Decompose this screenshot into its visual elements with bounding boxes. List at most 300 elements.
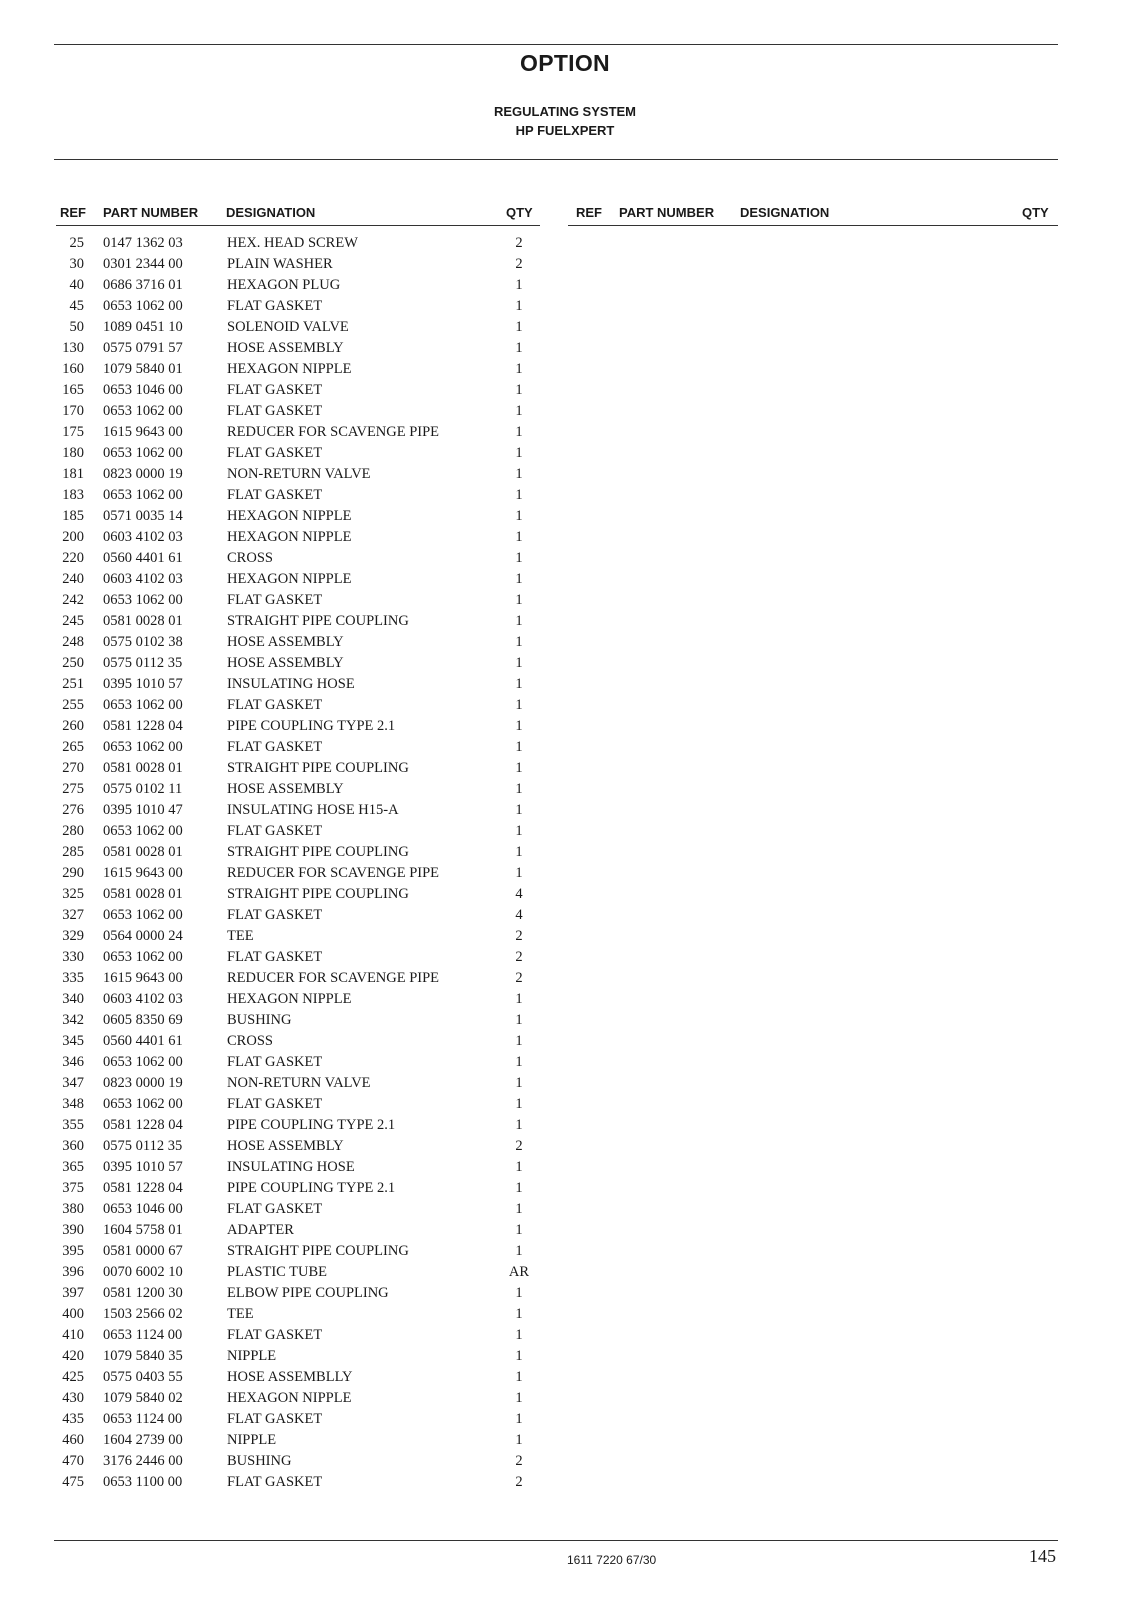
table-row <box>0 1369 560 1390</box>
part-number-cell: 0653 1062 00 <box>103 823 183 839</box>
ref-cell: 30 <box>69 256 84 272</box>
document-number: 1611 7220 67/30 <box>567 1553 657 1567</box>
table-row <box>0 235 560 256</box>
designation-cell: FLAT GASKET <box>227 1327 323 1343</box>
qty-cell: 1 <box>515 802 523 818</box>
designation-cell: REDUCER FOR SCAVENGE PIPE <box>227 424 440 440</box>
table-row <box>0 655 560 676</box>
designation-cell: HEXAGON NIPPLE <box>227 1390 352 1406</box>
part-number-cell: 1615 9643 00 <box>103 865 183 881</box>
part-number-cell: 0605 8350 69 <box>103 1012 183 1028</box>
part-number-cell: 0823 0000 19 <box>103 1075 183 1091</box>
table-row <box>0 718 560 739</box>
qty-cell: 1 <box>515 613 523 629</box>
part-number-cell: 0603 4102 03 <box>103 991 183 1007</box>
table-row <box>0 550 560 571</box>
part-number-cell: 0653 1062 00 <box>103 592 183 608</box>
designation-cell: ELBOW PIPE COUPLING <box>227 1285 389 1301</box>
designation-cell: STRAIGHT PIPE COUPLING <box>227 760 409 776</box>
part-number-cell: 0581 1228 04 <box>103 1180 183 1196</box>
qty-cell: 1 <box>515 403 523 419</box>
qty-cell: 1 <box>515 1432 523 1448</box>
table-row <box>0 1180 560 1201</box>
part-number-cell: 0560 4401 61 <box>103 550 183 566</box>
table-row <box>0 382 560 403</box>
designation-cell: INSULATING HOSE <box>227 676 355 692</box>
designation-cell: CROSS <box>227 550 273 566</box>
designation-cell: FLAT GASKET <box>227 445 323 461</box>
designation-cell: FLAT GASKET <box>227 592 323 608</box>
designation-cell: FLAT GASKET <box>227 382 323 398</box>
part-number-cell: 1079 5840 02 <box>103 1390 183 1406</box>
qty-cell: 1 <box>515 1201 523 1217</box>
part-number-cell: 0653 1062 00 <box>103 298 183 314</box>
ref-cell: 255 <box>62 697 84 713</box>
designation-cell: INSULATING HOSE H15-A <box>227 802 399 818</box>
part-number-cell: 0581 1200 30 <box>103 1285 183 1301</box>
part-number-cell: 0686 3716 01 <box>103 277 183 293</box>
table-row <box>0 760 560 781</box>
designation-cell: PIPE COUPLING TYPE 2.1 <box>227 718 396 734</box>
table-row <box>0 1159 560 1180</box>
part-number-cell: 0147 1362 03 <box>103 235 183 251</box>
qty-cell: 2 <box>515 1453 523 1469</box>
table-row <box>0 1285 560 1306</box>
ref-cell: 248 <box>62 634 84 650</box>
designation-cell: CROSS <box>227 1033 273 1049</box>
qty-cell: 4 <box>515 886 523 902</box>
table-row <box>0 949 560 970</box>
designation-cell: STRAIGHT PIPE COUPLING <box>227 1243 409 1259</box>
table-row <box>0 1201 560 1222</box>
ref-header: REF <box>60 205 86 220</box>
part-number-header: PART NUMBER <box>619 205 715 220</box>
designation-cell: SOLENOID VALVE <box>227 319 349 335</box>
part-number-cell: 0653 1062 00 <box>103 1054 183 1070</box>
designation-header: DESIGNATION <box>226 205 316 220</box>
designation-cell: PLAIN WASHER <box>227 256 333 272</box>
qty-cell: 2 <box>515 235 523 251</box>
ref-cell: 410 <box>62 1327 84 1343</box>
ref-cell: 265 <box>62 739 84 755</box>
ref-cell: 329 <box>62 928 84 944</box>
ref-cell: 285 <box>62 844 84 860</box>
ref-cell: 276 <box>62 802 84 818</box>
part-number-cell: 0653 1062 00 <box>103 949 183 965</box>
designation-cell: STRAIGHT PIPE COUPLING <box>227 613 409 629</box>
ref-cell: 250 <box>62 655 84 671</box>
part-number-cell: 1615 9643 00 <box>103 424 183 440</box>
qty-cell: 1 <box>515 1075 523 1091</box>
designation-cell: FLAT GASKET <box>227 1411 323 1427</box>
ref-cell: 200 <box>62 529 84 545</box>
ref-header: REF <box>576 205 602 220</box>
designation-cell: FLAT GASKET <box>227 1474 323 1490</box>
qty-cell: 1 <box>515 1243 523 1259</box>
table-row <box>0 361 560 382</box>
table-row <box>0 1474 560 1495</box>
designation-cell: PLASTIC TUBE <box>227 1264 328 1280</box>
section-title: REGULATING SYSTEM <box>493 104 637 119</box>
table-row <box>0 403 560 424</box>
ref-cell: 355 <box>62 1117 84 1133</box>
part-number-cell: 0581 0028 01 <box>103 844 183 860</box>
ref-cell: 425 <box>62 1369 84 1385</box>
table-row <box>0 571 560 592</box>
designation-cell: NON-RETURN VALVE <box>227 1075 371 1091</box>
qty-cell: 1 <box>515 550 523 566</box>
qty-cell: 1 <box>515 424 523 440</box>
part-number-cell: 0581 0000 67 <box>103 1243 183 1259</box>
designation-cell: FLAT GASKET <box>227 823 323 839</box>
ref-cell: 45 <box>69 298 84 314</box>
ref-cell: 242 <box>62 592 84 608</box>
table-row <box>0 529 560 550</box>
qty-cell: 1 <box>515 634 523 650</box>
designation-cell: FLAT GASKET <box>227 949 323 965</box>
designation-cell: NIPPLE <box>227 1348 277 1364</box>
part-number-cell: 0653 1046 00 <box>103 1201 183 1217</box>
table-row <box>0 466 560 487</box>
table-row <box>0 1117 560 1138</box>
parts-table <box>0 235 560 1495</box>
designation-cell: FLAT GASKET <box>227 298 323 314</box>
qty-cell: AR <box>508 1264 530 1280</box>
table-row <box>0 613 560 634</box>
table-row <box>0 1096 560 1117</box>
qty-cell: 2 <box>515 1474 523 1490</box>
ref-cell: 325 <box>62 886 84 902</box>
ref-cell: 280 <box>62 823 84 839</box>
designation-cell: HEXAGON PLUG <box>227 277 341 293</box>
part-number-cell: 0564 0000 24 <box>103 928 183 944</box>
designation-cell: NIPPLE <box>227 1432 277 1448</box>
ref-cell: 348 <box>62 1096 84 1112</box>
part-number-header: PART NUMBER <box>103 205 199 220</box>
ref-cell: 290 <box>62 865 84 881</box>
table-row <box>0 886 560 907</box>
ref-cell: 181 <box>62 466 84 482</box>
ref-cell: 130 <box>62 340 84 356</box>
designation-cell: HOSE ASSEMBLY <box>227 634 344 650</box>
section-subtitle: HP FUELXPERT <box>515 123 615 138</box>
ref-cell: 342 <box>62 1012 84 1028</box>
designation-cell: FLAT GASKET <box>227 1054 323 1070</box>
designation-cell: HEXAGON NIPPLE <box>227 508 352 524</box>
part-number-cell: 0560 4401 61 <box>103 1033 183 1049</box>
part-number-cell: 1079 5840 01 <box>103 361 183 377</box>
table-row <box>0 1348 560 1369</box>
designation-cell: ADAPTER <box>227 1222 294 1238</box>
designation-cell: FLAT GASKET <box>227 697 323 713</box>
ref-cell: 345 <box>62 1033 84 1049</box>
qty-cell: 1 <box>515 340 523 356</box>
designation-cell: STRAIGHT PIPE COUPLING <box>227 844 409 860</box>
designation-cell: TEE <box>227 928 254 944</box>
left-column-header <box>56 205 540 226</box>
designation-cell: HOSE ASSEMBLLY <box>227 1369 353 1385</box>
ref-cell: 420 <box>62 1348 84 1364</box>
qty-cell: 1 <box>515 1180 523 1196</box>
table-row <box>0 991 560 1012</box>
table-row <box>0 928 560 949</box>
table-row <box>0 844 560 865</box>
table-row <box>0 823 560 844</box>
qty-cell: 1 <box>515 781 523 797</box>
qty-cell: 1 <box>515 571 523 587</box>
part-number-cell: 0575 0403 55 <box>103 1369 183 1385</box>
qty-cell: 1 <box>515 1159 523 1175</box>
part-number-cell: 0603 4102 03 <box>103 529 183 545</box>
table-row <box>0 508 560 529</box>
ref-cell: 365 <box>62 1159 84 1175</box>
part-number-cell: 1089 0451 10 <box>103 319 183 335</box>
qty-cell: 1 <box>515 1012 523 1028</box>
qty-cell: 1 <box>515 508 523 524</box>
table-row <box>0 298 560 319</box>
qty-cell: 1 <box>515 319 523 335</box>
qty-cell: 1 <box>515 823 523 839</box>
table-row <box>0 1264 560 1285</box>
table-row <box>0 1411 560 1432</box>
qty-cell: 1 <box>515 487 523 503</box>
part-number-cell: 0581 0028 01 <box>103 886 183 902</box>
part-number-cell: 0070 6002 10 <box>103 1264 183 1280</box>
part-number-cell: 0653 1062 00 <box>103 739 183 755</box>
qty-cell: 1 <box>515 592 523 608</box>
table-row <box>0 319 560 340</box>
table-row <box>0 424 560 445</box>
designation-header: DESIGNATION <box>740 205 830 220</box>
table-row <box>0 1432 560 1453</box>
table-row <box>0 277 560 298</box>
qty-cell: 1 <box>515 739 523 755</box>
ref-cell: 475 <box>62 1474 84 1490</box>
ref-cell: 245 <box>62 613 84 629</box>
designation-cell: PIPE COUPLING TYPE 2.1 <box>227 1117 396 1133</box>
part-number-cell: 3176 2446 00 <box>103 1453 183 1469</box>
part-number-cell: 0653 1062 00 <box>103 487 183 503</box>
qty-cell: 1 <box>515 676 523 692</box>
right-column-header <box>568 205 1058 226</box>
part-number-cell: 0395 1010 47 <box>103 802 183 818</box>
table-row <box>0 1012 560 1033</box>
qty-cell: 2 <box>515 1138 523 1154</box>
qty-cell: 1 <box>515 1054 523 1070</box>
qty-cell: 1 <box>515 655 523 671</box>
designation-cell: HEXAGON NIPPLE <box>227 571 352 587</box>
part-number-cell: 0581 1228 04 <box>103 718 183 734</box>
footer-rule <box>54 1540 1058 1541</box>
qty-cell: 2 <box>515 928 523 944</box>
qty-cell: 2 <box>515 256 523 272</box>
qty-cell: 2 <box>515 970 523 986</box>
qty-cell: 1 <box>515 1222 523 1238</box>
designation-cell: BUSHING <box>227 1453 292 1469</box>
part-number-cell: 1604 2739 00 <box>103 1432 183 1448</box>
designation-cell: HEXAGON NIPPLE <box>227 529 352 545</box>
qty-cell: 1 <box>515 1348 523 1364</box>
part-number-cell: 0575 0791 57 <box>103 340 183 356</box>
designation-cell: PIPE COUPLING TYPE 2.1 <box>227 1180 396 1196</box>
ref-cell: 160 <box>62 361 84 377</box>
table-row <box>0 802 560 823</box>
ref-cell: 397 <box>62 1285 84 1301</box>
designation-cell: FLAT GASKET <box>227 1201 323 1217</box>
table-row <box>0 865 560 886</box>
part-number-cell: 0653 1062 00 <box>103 1096 183 1112</box>
ref-cell: 185 <box>62 508 84 524</box>
ref-cell: 360 <box>62 1138 84 1154</box>
part-number-cell: 0581 1228 04 <box>103 1117 183 1133</box>
table-row <box>0 1306 560 1327</box>
ref-cell: 240 <box>62 571 84 587</box>
qty-cell: 1 <box>515 1285 523 1301</box>
qty-cell: 1 <box>515 529 523 545</box>
table-row <box>0 739 560 760</box>
designation-cell: FLAT GASKET <box>227 403 323 419</box>
table-row <box>0 1033 560 1054</box>
qty-cell: 1 <box>515 1390 523 1406</box>
ref-cell: 395 <box>62 1243 84 1259</box>
part-number-cell: 0575 0102 11 <box>103 781 183 797</box>
part-number-cell: 1503 2566 02 <box>103 1306 183 1322</box>
part-number-cell: 0653 1062 00 <box>103 445 183 461</box>
ref-cell: 340 <box>62 991 84 1007</box>
qty-cell: 2 <box>515 949 523 965</box>
table-row <box>0 970 560 991</box>
table-row <box>0 445 560 466</box>
part-number-cell: 0575 0112 35 <box>103 1138 183 1154</box>
part-number-cell: 0571 0035 14 <box>103 508 183 524</box>
ref-cell: 275 <box>62 781 84 797</box>
part-number-cell: 0581 0028 01 <box>103 613 183 629</box>
qty-cell: 1 <box>515 1327 523 1343</box>
table-row <box>0 592 560 613</box>
ref-cell: 175 <box>62 424 84 440</box>
qty-cell: 1 <box>515 1306 523 1322</box>
qty-cell: 1 <box>515 697 523 713</box>
table-row <box>0 1390 560 1411</box>
designation-cell: HOSE ASSEMBLY <box>227 340 344 356</box>
table-row <box>0 1054 560 1075</box>
designation-cell: TEE <box>227 1306 254 1322</box>
ref-cell: 251 <box>62 676 84 692</box>
qty-cell: 1 <box>515 298 523 314</box>
part-number-cell: 0653 1062 00 <box>103 907 183 923</box>
ref-cell: 435 <box>62 1411 84 1427</box>
qty-cell: 1 <box>515 844 523 860</box>
designation-cell: HOSE ASSEMBLY <box>227 655 344 671</box>
qty-cell: 1 <box>515 277 523 293</box>
part-number-cell: 1615 9643 00 <box>103 970 183 986</box>
designation-cell: FLAT GASKET <box>227 739 323 755</box>
part-number-cell: 0395 1010 57 <box>103 1159 183 1175</box>
table-row <box>0 781 560 802</box>
part-number-cell: 0653 1062 00 <box>103 697 183 713</box>
part-number-cell: 1079 5840 35 <box>103 1348 183 1364</box>
table-row <box>0 1327 560 1348</box>
qty-cell: 1 <box>515 1096 523 1112</box>
table-row <box>0 907 560 928</box>
qty-cell: 1 <box>515 445 523 461</box>
ref-cell: 220 <box>62 550 84 566</box>
part-number-cell: 0575 0102 38 <box>103 634 183 650</box>
part-number-cell: 0653 1062 00 <box>103 403 183 419</box>
part-number-cell: 0653 1046 00 <box>103 382 183 398</box>
ref-cell: 375 <box>62 1180 84 1196</box>
part-number-cell: 0581 0028 01 <box>103 760 183 776</box>
designation-cell: FLAT GASKET <box>227 907 323 923</box>
ref-cell: 327 <box>62 907 84 923</box>
table-row <box>0 1453 560 1474</box>
table-row <box>0 1222 560 1243</box>
designation-cell: HEXAGON NIPPLE <box>227 361 352 377</box>
designation-cell: STRAIGHT PIPE COUPLING <box>227 886 409 902</box>
designation-cell: HOSE ASSEMBLY <box>227 781 344 797</box>
ref-cell: 180 <box>62 445 84 461</box>
qty-cell: 4 <box>515 907 523 923</box>
ref-cell: 390 <box>62 1222 84 1238</box>
ref-cell: 170 <box>62 403 84 419</box>
ref-cell: 330 <box>62 949 84 965</box>
table-row <box>0 697 560 718</box>
part-number-cell: 0395 1010 57 <box>103 676 183 692</box>
ref-cell: 430 <box>62 1390 84 1406</box>
ref-cell: 260 <box>62 718 84 734</box>
ref-cell: 335 <box>62 970 84 986</box>
header-bottom-rule <box>54 159 1058 160</box>
qty-header: QTY <box>1022 205 1049 220</box>
qty-cell: 1 <box>515 865 523 881</box>
designation-cell: HEX. HEAD SCREW <box>227 235 358 251</box>
ref-cell: 40 <box>69 277 84 293</box>
table-row <box>0 1243 560 1264</box>
ref-cell: 396 <box>62 1264 84 1280</box>
ref-cell: 470 <box>62 1453 84 1469</box>
designation-cell: REDUCER FOR SCAVENGE PIPE <box>227 970 440 986</box>
designation-cell: FLAT GASKET <box>227 487 323 503</box>
designation-cell: HEXAGON NIPPLE <box>227 991 352 1007</box>
part-number-cell: 0575 0112 35 <box>103 655 183 671</box>
designation-cell: INSULATING HOSE <box>227 1159 355 1175</box>
part-number-cell: 0301 2344 00 <box>103 256 183 272</box>
qty-cell: 1 <box>515 1033 523 1049</box>
designation-cell: NON-RETURN VALVE <box>227 466 371 482</box>
qty-cell: 1 <box>515 760 523 776</box>
table-row <box>0 340 560 361</box>
part-number-cell: 1604 5758 01 <box>103 1222 183 1238</box>
qty-cell: 1 <box>515 1411 523 1427</box>
ref-cell: 165 <box>62 382 84 398</box>
designation-cell: FLAT GASKET <box>227 1096 323 1112</box>
designation-cell: REDUCER FOR SCAVENGE PIPE <box>227 865 440 881</box>
part-number-cell: 0603 4102 03 <box>103 571 183 587</box>
table-row <box>0 256 560 277</box>
ref-cell: 346 <box>62 1054 84 1070</box>
ref-cell: 347 <box>62 1075 84 1091</box>
ref-cell: 400 <box>62 1306 84 1322</box>
qty-cell: 1 <box>515 361 523 377</box>
qty-cell: 1 <box>515 1369 523 1385</box>
part-number-cell: 0653 1124 00 <box>103 1327 183 1343</box>
page-number: 145 <box>1029 1546 1056 1566</box>
ref-cell: 25 <box>69 235 84 251</box>
ref-cell: 50 <box>69 319 84 335</box>
page-title: OPTION <box>520 50 610 76</box>
part-number-cell: 0823 0000 19 <box>103 466 183 482</box>
qty-cell: 1 <box>515 382 523 398</box>
